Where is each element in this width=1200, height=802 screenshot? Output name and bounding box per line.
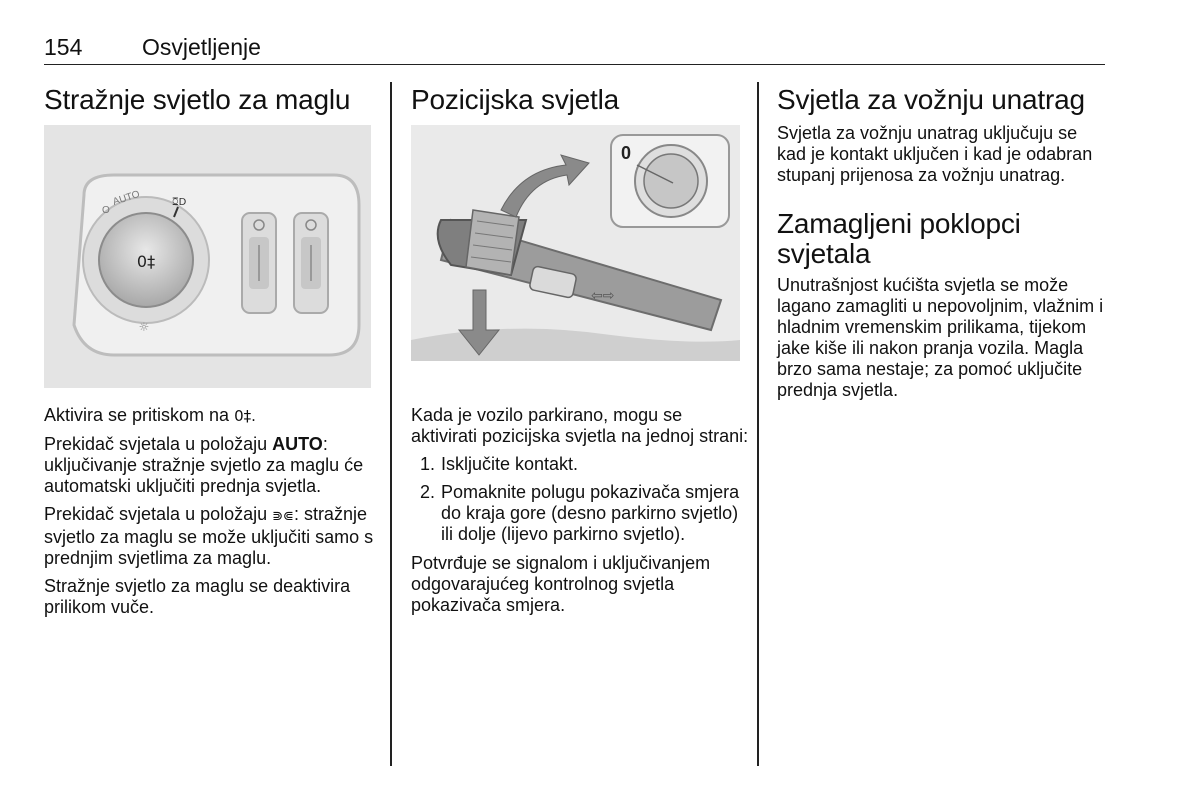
- lamp-label: ꗞD: [172, 197, 187, 208]
- svg-text:⇦⇨: ⇦⇨: [591, 288, 615, 304]
- svg-text:☼: ☼: [138, 320, 150, 334]
- fog-symbol-icon: 0‡: [136, 252, 156, 271]
- section-title-parking: Pozicijska svjetla: [411, 84, 620, 115]
- column-reverse-lights: [777, 82, 1107, 408]
- parking-steps: [411, 454, 751, 545]
- rear-fog-paragraph-3: Prekidač svjetala u položaju ⋑⋐: stražnje svjetlo za maglu se može uključiti samo s prednjim svjetlima za maglu.: [44, 504, 374, 568]
- indicator-stalk-figure: [411, 125, 740, 361]
- parking-intro: Kada je vozilo parkirano, mogu se aktivirati pozicijska svjetla na jednoj strani:: [411, 405, 749, 446]
- page-number: 154: [44, 34, 83, 60]
- fog-symbol-icon: 0‡.: [234, 407, 256, 425]
- section-title-rear-fog: Stražnje svjetlo za maglu: [44, 84, 351, 115]
- column-parking-lights: [411, 82, 747, 115]
- fogged-covers-paragraph: Unutrašnjost kućišta svjetla se može lagano zamagliti u nepovoljnim, vlažnim i hladnim vremenskim prilikama, tijekom jake kiše ili nakon pranja vozila. Magla brzo sama nestaje; za pomoć uključite prednja svjetla.: [777, 275, 1104, 400]
- reverse-paragraph: Svjetla za vožnju unatrag uključuju se kad je kontakt uključen i kad je odabran stupanj prijenosa za vožnju unatrag.: [777, 123, 1093, 185]
- rear-fog-paragraph-4: Stražnje svjetlo za maglu se deaktivira prilikom vuče.: [44, 576, 351, 617]
- auto-label: AUTO: [111, 188, 142, 208]
- rear-fog-paragraph-1: Aktivira se pritiskom na 0‡.: [44, 405, 256, 425]
- section-title-reverse: Svjetla za vožnju unatrag: [777, 84, 1085, 115]
- page-header: [44, 32, 1105, 65]
- rear-fog-paragraph-2: Prekidač svjetala u položaju AUTO: uključivanje stražnje svjetlo za maglu će automatski uključiti prednja svjetla.: [44, 434, 364, 496]
- chapter-title: Osvjetljenje: [142, 34, 261, 60]
- indicator-stalk-illustration: [411, 125, 740, 361]
- light-switch-figure: [44, 125, 371, 388]
- off-label: O: [102, 205, 110, 216]
- list-item: 2. Pomaknite polugu pokazivača smjera do kraja gore (desno parkirno svjetlo) ili dolje (lijevo parkirno svjetlo).: [420, 482, 740, 544]
- column-rear-fog-text: [44, 405, 374, 625]
- list-item: 1. Isključite kontakt.: [420, 454, 579, 474]
- light-switch-illustration: [44, 125, 371, 388]
- column-divider-2: [757, 82, 759, 766]
- column-rear-fog-light: [44, 82, 374, 115]
- column-parking-text: [411, 405, 751, 623]
- auto-keyword: AUTO: [272, 434, 323, 454]
- parking-outro: Potvrđuje se signalom i uključivanjem odgovarajućeg kontrolnog svjetla pokazivača smjera.: [411, 553, 711, 615]
- section-title-fogged-covers: Zamagljeni poklopci svjetala: [777, 208, 1021, 269]
- inset-zero-label: 0: [621, 143, 632, 163]
- column-divider-1: [390, 82, 392, 766]
- fog-light-icon: ⋑⋐: [272, 509, 294, 524]
